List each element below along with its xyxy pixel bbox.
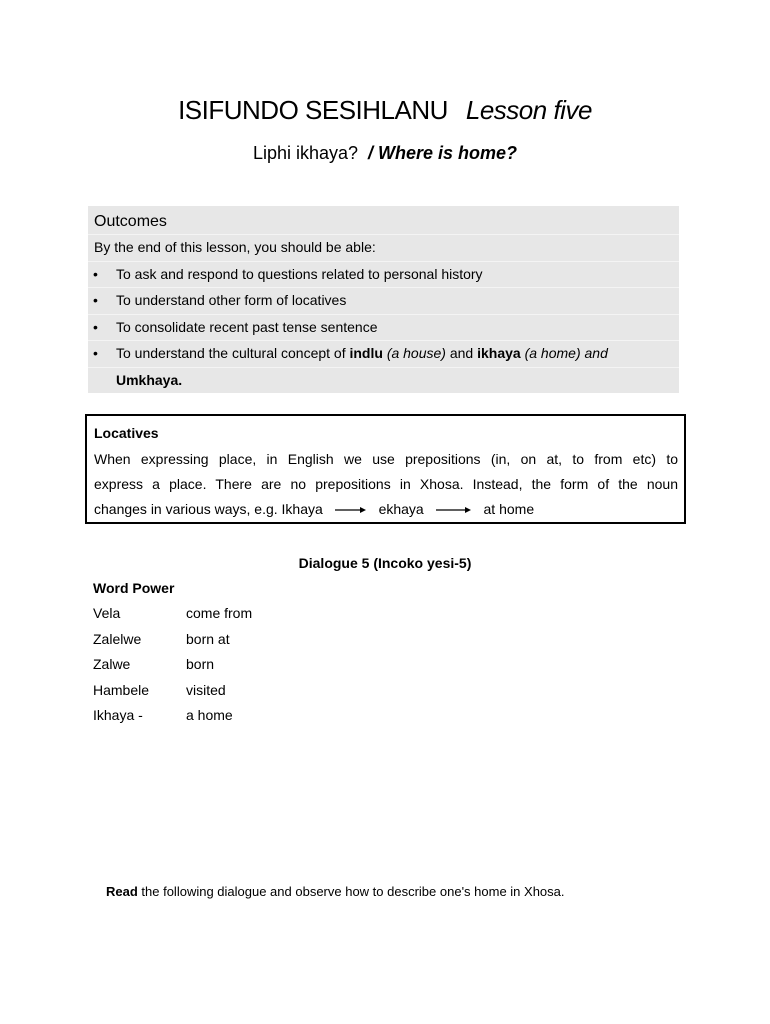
word-definition: born at [186,631,230,647]
dialogue-heading: Dialogue 5 (Incoko yesi-5) [298,555,472,571]
gloss-house: (a house) [386,345,446,361]
outcome-continuation: Umkhaya. [88,367,679,394]
locatives-ekhaya: ekhaya [378,501,424,517]
term-indlu: indlu [349,345,383,361]
right-arrow-icon [436,506,472,514]
outcomes-box [88,206,679,393]
locatives-text: express a place. There are no prepositions in Xhosa. Instead, the form of the noun [94,476,678,492]
outcome-item: • To ask and respond to questions related to personal history [88,261,679,288]
instruction-text: the following dialogue and observe how to describe one's home in Xhosa. [137,884,565,899]
word-term: Hambele [93,682,150,698]
page-title [0,95,770,126]
subtitle-xhosa: Liphi ikhaya? [252,143,359,163]
word-definition: come from [186,605,253,621]
outcome-text: To understand the cultural concept of [116,345,350,361]
locatives-example: changes in various ways, e.g. Ikhaya [94,501,323,517]
instruction-read: Read [106,884,138,899]
locatives-at-home: at home [483,501,535,517]
right-arrow-icon [335,506,367,514]
locatives-text: When expressing place, in English we use prepositions (in, on at, to from etc) to [94,451,678,467]
title-english: Lesson five [465,95,592,125]
reading-instruction [106,884,565,899]
outcomes-intro: By the end of this lesson, you should be able: [88,234,679,261]
page-subtitle [0,143,770,164]
word-term: Vela [93,605,121,621]
word-term: Zalwe [93,656,131,672]
word-definition: born [186,656,215,672]
outcome-item [88,340,679,367]
outcomes-heading: Outcomes [94,213,167,230]
word-definition: visited [186,682,226,698]
title-xhosa: ISIFUNDO SESIHLANU [178,95,448,125]
locatives-text [94,501,678,517]
outcome-item: • To consolidate recent past tense sentence [88,314,679,341]
word-definition: a home [186,707,233,723]
word-term: Ikhaya - [93,707,143,723]
term-ikhaya: ikhaya [477,345,521,361]
outcome-item: • To understand other form of locatives [88,287,679,314]
locatives-title: Locatives [94,425,159,441]
subtitle-english: / Where is home? [368,143,518,163]
gloss-home: (a home) and [524,345,608,361]
word-power-title: Word Power [93,580,175,596]
outcome-text: and [445,345,478,361]
locatives-box [85,414,686,524]
word-term: Zalelwe [93,631,142,647]
